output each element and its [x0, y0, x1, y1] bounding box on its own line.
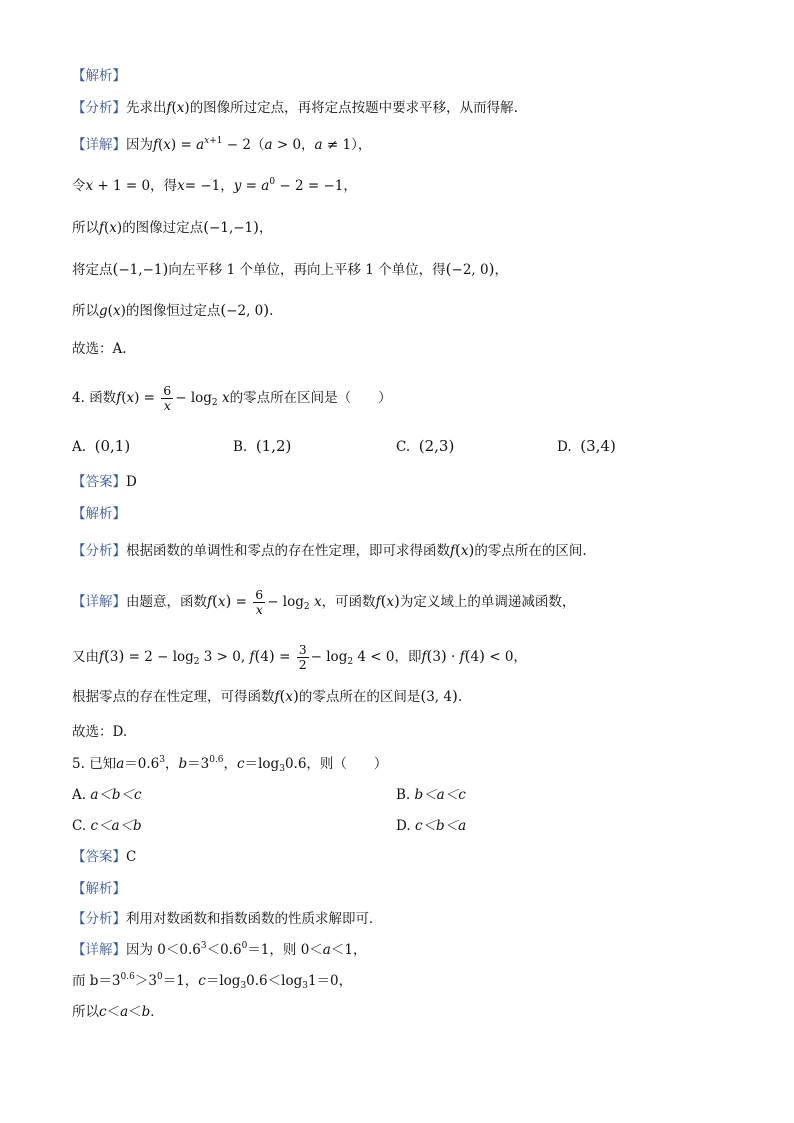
- q4-fenxi: 【分析】根据函数的单调性和零点的存在性定理，即可求得函数f(x)的零点所在的区间.: [72, 541, 587, 559]
- answer-line-3: 故选：A.: [72, 341, 127, 357]
- ling-line-3: 令x + 1 = 0，得x= −1，$y = a^0 - 2 = -1$，: [72, 177, 357, 194]
- q4-option-a[interactable]: A. (0,1): [72, 437, 131, 455]
- fenxi-line-3: 【分析】先求出f(x)的图像所过定点，再将定点按题中要求平移，从而得解.: [72, 100, 518, 116]
- q4-you-line: 又由$f(3) = 2 - \log_2 3 > 0$, f(4) = $\frac{3}{2}$ − $\log_2 4 < 0$，即f(3) · f(4) < 0，: [72, 642, 527, 672]
- ping-line-3: 将定点(−1,−1)向左平移 1 个单位，再向上平移 1 个单位，得(−2, 0)，: [72, 260, 508, 278]
- q5-option-b[interactable]: B. b＜a＜c: [396, 787, 466, 803]
- question-5-stem: 5. 已知$a=0.6^3$，$b=3^{0.6}$，$c=\log_30.6$，则（ ）: [72, 755, 388, 774]
- q5-option-a[interactable]: A. a＜b＜c: [72, 787, 142, 803]
- q5-option-c[interactable]: C. c＜a＜b: [72, 818, 142, 834]
- q5-fenxi: 【分析】利用对数函数和指数函数的性质求解即可．: [72, 911, 383, 927]
- q4-jiexi-heading: 【解析】: [72, 506, 126, 522]
- q4-gen-line: 根据零点的存在性定理，可得函数f(x)的零点所在的区间是(3, 4).: [72, 687, 463, 705]
- q5-er-line: 而 $b=3^{0.6}>3^0=1$，$c=\log_30.6<\log_31=0$，: [72, 972, 353, 991]
- q5-option-d[interactable]: D. c＜b＜a: [396, 818, 467, 834]
- q4-answer: 【答案】D: [72, 474, 137, 490]
- heng-line-3: 所以g(x)的图像恒过定点(−2, 0).: [72, 301, 274, 319]
- xiangjie-line-3: 【详解】因为$f(x) = a^{x+1} - 2(a > 0$，a ≠ 1），: [72, 136, 372, 153]
- q5-suo-line: 所以c＜a＜b．: [72, 1004, 164, 1020]
- q4-final-answer: 故选：D.: [72, 724, 128, 740]
- q5-jiexi-heading: 【解析】: [72, 881, 126, 897]
- question-4-stem: 4. 函数f(x) = $\frac{6}{x}$ − $\log_2 x$的零点所在区间是（ ）: [72, 383, 392, 413]
- q4-option-b[interactable]: B. (1,2): [233, 437, 292, 455]
- q5-xiangjie: 【详解】因为 $0<0.6^3<0.6^0=1$，则 0＜a＜1，: [72, 941, 367, 958]
- jiexi-heading-3: 【解析】: [72, 68, 126, 84]
- q4-option-c[interactable]: C. (2,3): [396, 437, 455, 455]
- q5-answer: 【答案】C: [72, 849, 137, 865]
- guo-line-3: 所以f(x)的图像过定点(−1,−1)，: [72, 218, 273, 236]
- q4-xiangjie: 【详解】由题意，函数f(x) = $\frac{6}{x}$ − $\log_2 x$，可函数f(x)为定义域上的单调递减函数，: [72, 587, 576, 617]
- q4-option-d[interactable]: D. (3,4): [557, 437, 616, 455]
